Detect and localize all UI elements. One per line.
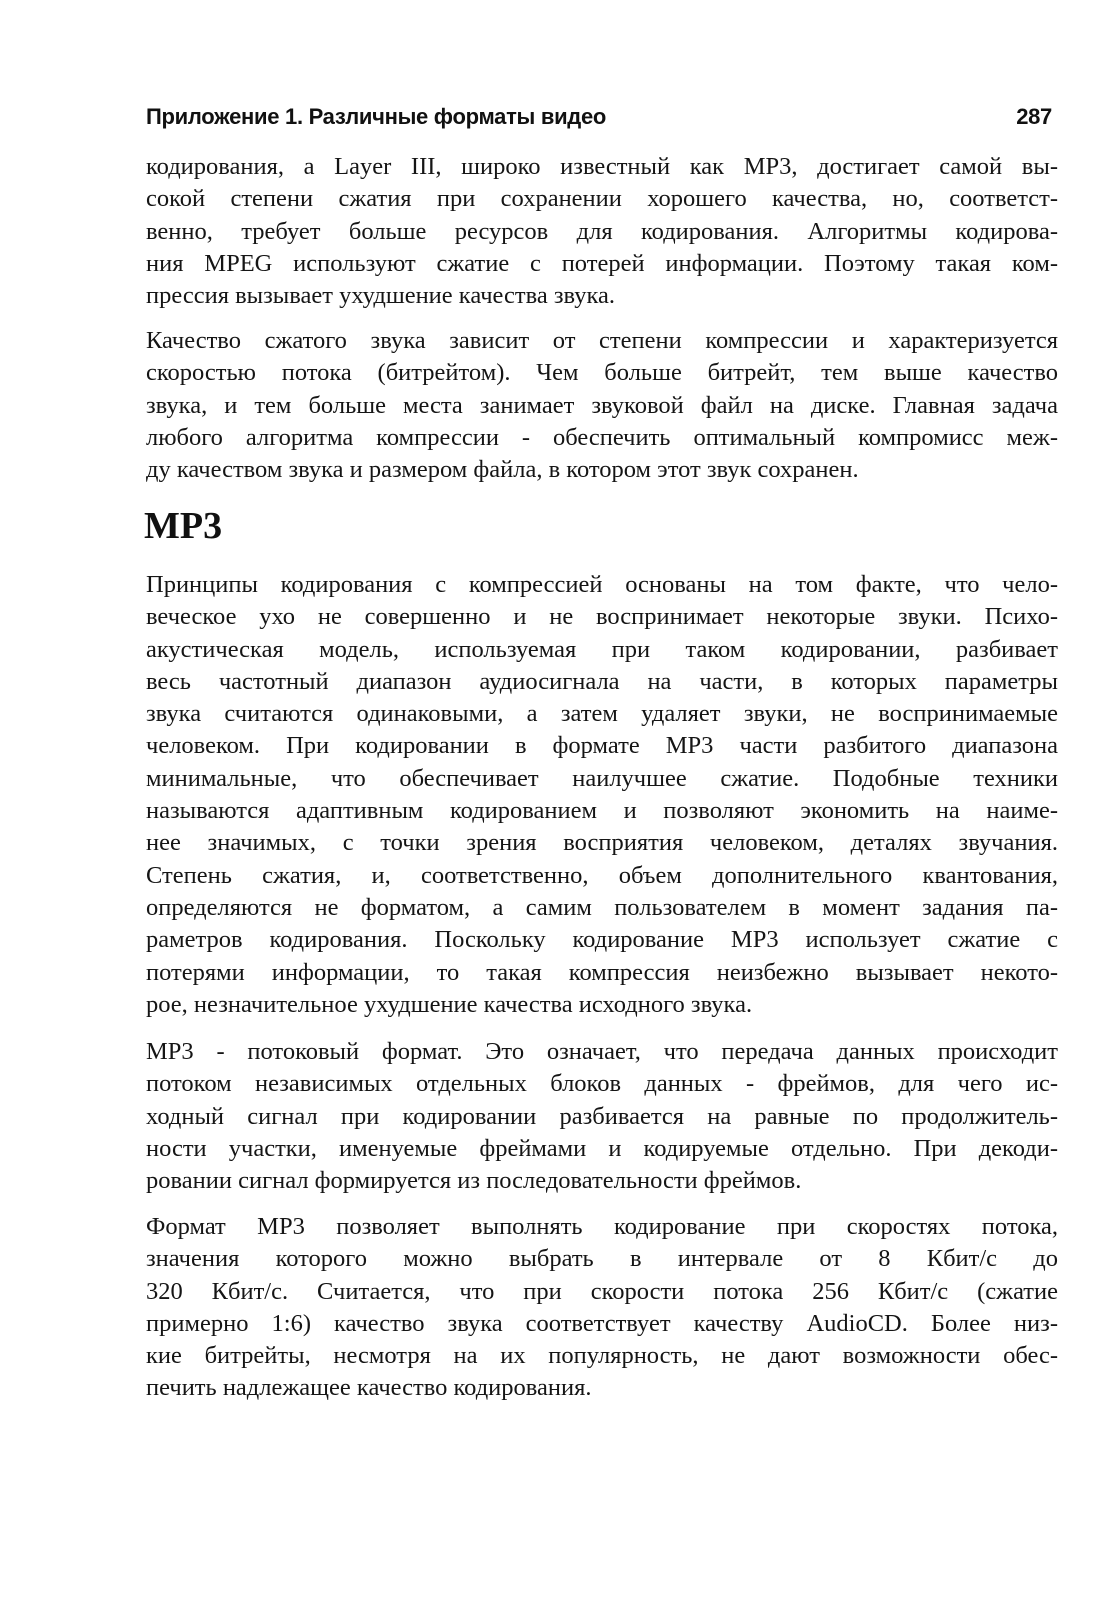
text-line: кодирования, а Layer III, широко известный как MP3, достигает самой вы-	[146, 153, 1058, 180]
text-line: называются адаптивным кодированием и позволяют экономить на наиме-	[146, 797, 1058, 825]
text-line: примерно 1:6) качество звука соответствует качеству AudioCD. Более низ-	[146, 1309, 1058, 1337]
page-number: 287	[1016, 104, 1052, 129]
text-line: любого алгоритма компрессии - обеспечить оптимальный компромисс меж-	[146, 423, 1058, 451]
text-line: потерями информации, то такая компрессия неизбежно вызывает некото-	[146, 958, 1058, 986]
text-line: Формат MP3 позволяет выполнять кодирование при скоростях потока,	[146, 1213, 1058, 1240]
text-line: значения которого можно выбрать в интервале от 8 Кбит/с до	[146, 1245, 1058, 1273]
text-line: 320 Кбит/с. Считается, что при скорости потока 256 Кбит/с (сжатие	[146, 1277, 1058, 1305]
intro-paragraph-1	[146, 151, 1058, 312]
text-line: ния MPEG используют сжатие с потерей информации. Поэтому такая ком-	[146, 249, 1058, 277]
text-line: Принципы кодирования с компрессией основаны на том факте, что чело-	[146, 571, 1058, 598]
intro-paragraph-2	[146, 325, 1058, 486]
text-line: определяются не форматом, а самим пользователем в момент задания па-	[146, 893, 1058, 921]
intro-text	[146, 151, 1058, 312]
text-line: рое, незначительное ухудшение качества исходного звука.	[146, 990, 753, 1018]
text-line: прессия вызывает ухудшение качества звука.	[146, 282, 616, 310]
running-header	[146, 104, 1052, 130]
text-line: печить надлежащее качество кодирования.	[146, 1374, 592, 1402]
text-line: потоком независимых отдельных блоков данных - фреймов, для чего ис-	[146, 1070, 1058, 1098]
text-line: кие битрейты, несмотря на их популярность, не дают возможности обес-	[146, 1342, 1058, 1370]
section-text-1	[146, 569, 1058, 1021]
text-line: веческое ухо не совершенно и не воспринимает некоторые звуки. Психо-	[146, 603, 1058, 631]
text-line: весь частотный диапазон аудиосигнала на части, в которых параметры	[146, 667, 1058, 695]
text-line: акустическая модель, используемая при таком кодировании, разбивает	[146, 635, 1058, 663]
text-line: звука, и тем больше места занимает звуковой файл на диске. Главная задача	[146, 391, 1058, 419]
section-text-3	[146, 1211, 1058, 1405]
text-line: Степень сжатия, и, соответственно, объем дополнительного квантования,	[146, 861, 1058, 889]
section-paragraph-2	[146, 1036, 1058, 1197]
chapter-title: Приложение 1. Различные форматы видео	[146, 104, 607, 129]
text-line: венно, требует больше ресурсов для кодирования. Алгоритмы кодирова-	[146, 217, 1058, 245]
text-line: ровании сигнал формируется из последовательности фреймов.	[146, 1167, 802, 1195]
text-line: звука считаются одинаковыми, а затем удаляет звуки, не воспринимаемые	[146, 700, 1058, 728]
text-line: Качество сжатого звука зависит от степени компрессии и характеризуется	[146, 327, 1058, 354]
intro-text-2	[146, 325, 1058, 486]
text-line: нее значимых, с точки зрения восприятия человеком, деталях звучания.	[146, 829, 1058, 857]
text-line: сокой степени сжатия при сохранении хорошего качества, но, соответст-	[146, 185, 1058, 213]
section-heading: MP3	[144, 505, 223, 547]
text-line: минимальные, что обеспечивает наилучшее сжатие. Подобные техники	[146, 764, 1058, 792]
text-line: скоростью потока (битрейтом). Чем больше битрейт, тем выше качество	[146, 359, 1058, 387]
text-line: раметров кодирования. Поскольку кодирование MP3 использует сжатие с	[146, 926, 1058, 954]
text-line: MP3 - потоковый формат. Это означает, что передача данных происходит	[146, 1038, 1058, 1065]
text-line: ности участки, именуемые фреймами и кодируемые отдельно. При декоди-	[146, 1134, 1058, 1162]
section-text-2	[146, 1036, 1058, 1197]
text-line: ду качеством звука и размером файла, в котором этот звук сохранен.	[146, 456, 859, 484]
section-paragraph-3	[146, 1211, 1058, 1405]
section-paragraph-1	[146, 569, 1058, 1021]
text-line: человеком. При кодировании в формате MP3 части разбитого диапазона	[146, 732, 1058, 760]
text-line: ходный сигнал при кодировании разбивается на равные по продолжитель-	[146, 1102, 1058, 1130]
